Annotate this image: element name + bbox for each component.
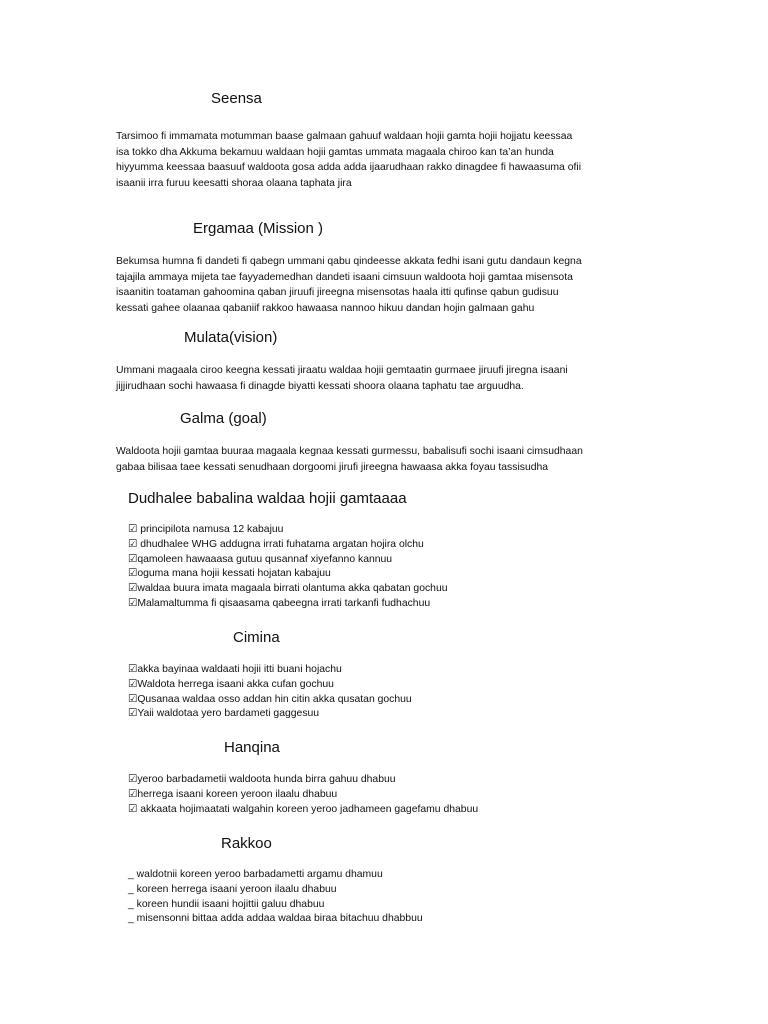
heading-dudhalee: Dudhalee babalina waldaa hojii gamtaaaa — [128, 490, 407, 507]
list-item: _ misensonni bittaa adda addaa waldaa biraa bitachuu dhabbuu — [128, 913, 423, 925]
list-item: _ koreen herrega isaani yeroon ilaalu dhabuu — [128, 883, 337, 895]
list-item: ☑ dhudhalee WHG addugna irrati fuhatama argatan hojira olchu — [128, 538, 424, 550]
text-line: isaanii irra furuu keesatti shoraa olaana taphata jira — [116, 177, 352, 189]
heading-seensa: Seensa — [211, 90, 262, 107]
list-item: _ koreen hundii isaani hojittii galuu dhabuu — [128, 898, 325, 910]
list-item: ☑Waldota herrega isaani akka cufan gochuu — [128, 678, 334, 690]
text-line: hiyyumma keessaa baasuuf waldoota gosa adda adda ijaarudhaan rakko dinagdee fi hawaasuma ofii — [116, 162, 582, 173]
heading-galma: Galma (goal) — [180, 410, 267, 427]
list-item: ☑Yaii waldotaa yero bardameti gaggesuu — [128, 708, 320, 720]
text-line: Waldoota hojii gamtaa buuraa magaala kegnaa kessati gurmessu, babalisufi sochi isaani cimsudhaan — [116, 446, 583, 457]
text-line: kessati gahee olaanaa qabaniif rakkoo hawaasa nannoo hikuu dandan hojin galmaan gahu — [116, 302, 535, 314]
heading-mulata: Mulata(vision) — [184, 329, 278, 346]
paragraph-ergamaa — [116, 254, 656, 316]
heading-cimina: Cimina — [233, 629, 280, 646]
text-line: jijjirudhaan sochi hawaasa fi dinagde biyatti kessati shoora olaana taphatu tae arguudha. — [116, 380, 524, 392]
paragraph-seensa — [116, 129, 656, 191]
list-item: ☑oguma mana hojii kessati hojatan kabajuu — [128, 568, 331, 580]
list-item: ☑Malamaltumma fi qisaasama qabeegna irrati tarkanfi fudhachuu — [128, 597, 431, 609]
list-item: _ waldotnii koreen yeroo barbadametti argamu dhamuu — [128, 869, 383, 880]
text-line: Bekumsa humna fi dandeti fi qabegn ummani qabu qindeesse akkata fedhi isani gutu dandaun kegna — [116, 256, 582, 267]
paragraph-galma — [116, 444, 656, 475]
list-cimina — [128, 663, 412, 722]
list-item: ☑akka bayinaa waldaati hojii itti buani hojachu — [128, 664, 342, 675]
heading-hanqina: Hanqina — [224, 739, 280, 756]
list-item: ☑ akkaata hojimaatati walgahin koreen yeroo jadhameen gagefamu dhabuu — [128, 803, 479, 815]
list-item: ☑Qusanaa waldaa osso addan hin citin akka qusatan gochuu — [128, 693, 412, 705]
paragraph-mulata — [116, 363, 656, 394]
heading-ergamaa: Ergamaa (Mission ) — [193, 220, 324, 237]
text-line: isa tokko dha Akkuma bekamuu waldaan hojii gamtas ummata magaala chiroo kan ta’an hunda — [116, 146, 554, 158]
list-hanqina — [128, 773, 478, 817]
list-item: ☑ principilota namusa 12 kabajuu — [128, 524, 284, 535]
heading-rakkoo: Rakkoo — [221, 835, 272, 852]
list-item: ☑waldaa buura imata magaala birrati olantuma akka qabatan gochuu — [128, 583, 448, 595]
list-item: ☑qamoleen hawaaasa gutuu qusannaf xiyefanno kannuu — [128, 553, 393, 565]
text-line: isaanitin toataman gahoomina qaban jiruufi jireegna misensotas haala itti qufinse qabun gudisuu — [116, 287, 559, 298]
text-line: gabaa bilisaa taee kessati senudhaan dorgoomi jirufi jireegna hawaasa akka foyau tassisudha — [116, 461, 549, 473]
list-dudhalee — [128, 523, 448, 612]
text-line: Ummani magaala ciroo keegna kessati jiraatu waldaa hojii gemtaatin gurmaee jiruufi jiregna isaani — [116, 365, 568, 376]
list-item: ☑herrega isaani koreen yeroon ilaalu dhabuu — [128, 788, 338, 800]
list-item: ☑yeroo barbadametii waldoota hunda birra gahuu dhabuu — [128, 774, 396, 785]
list-rakkoo — [128, 868, 423, 927]
text-line: tajajila ammaya mijeta tae fayyademedhan dandeti isaani cimsuun waldoota hoji gamtaa misensota — [116, 271, 573, 283]
text-line: Tarsimoo fi immamata motumman baase galmaan gahuuf waldaan hojii gamta hojii hojjatu keessaa — [116, 131, 573, 142]
